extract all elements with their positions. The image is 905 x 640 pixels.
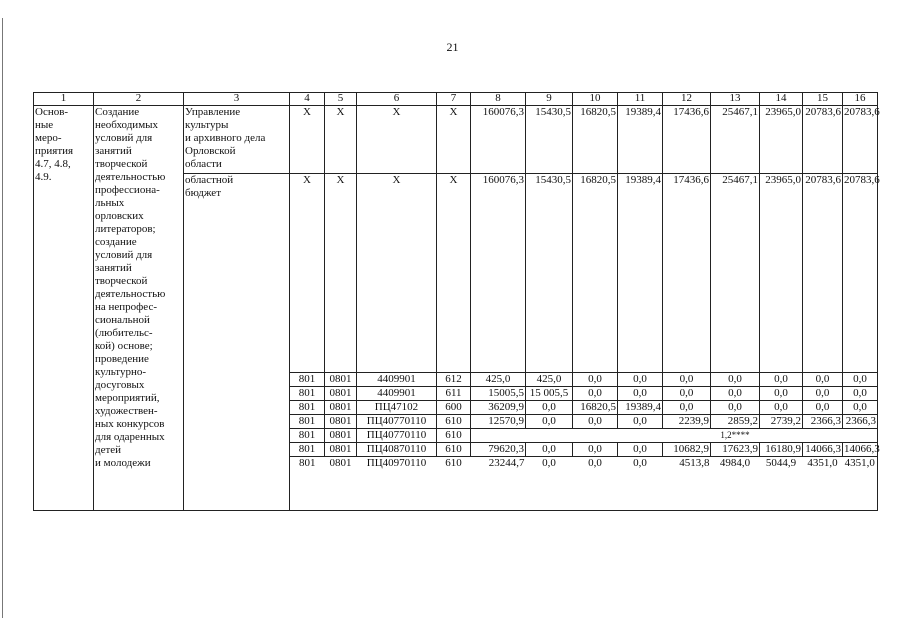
table-cell: 0,0 — [803, 400, 843, 414]
table-cell: 2859,2 — [711, 414, 760, 428]
header-cell: 14 — [760, 93, 803, 106]
table-cell: 0801 — [325, 386, 357, 400]
table-cell — [663, 428, 711, 442]
table-cell: 801 — [290, 428, 325, 442]
table-cell: ПЦ40770110 — [357, 428, 437, 442]
table-cell — [803, 428, 843, 442]
table-cell: 0,0 — [803, 372, 843, 386]
table-cell: 0,0 — [542, 456, 556, 469]
table-cell: 2739,2 — [760, 414, 803, 428]
table-cell: 0801 — [325, 428, 357, 442]
table-cell: 801 — [290, 442, 325, 456]
table-cell: 0,0 — [663, 386, 711, 400]
header-cell: 9 — [526, 93, 573, 106]
header-cell: 11 — [618, 93, 663, 106]
table-cell: 612 — [437, 372, 471, 386]
header-cell: 4 — [290, 93, 325, 106]
table-cell: 20783,6 — [803, 174, 843, 373]
table-cell: 14066,3 — [803, 442, 843, 456]
table-cell: 160076,3 — [471, 174, 526, 373]
table-cell: 36209,9 — [471, 400, 526, 414]
executor-cell: Управление культуры и архивного дела Орловской области — [184, 106, 290, 174]
table-cell: 0,0 — [711, 386, 760, 400]
table-cell — [618, 428, 663, 442]
table-cell: ПЦ40870110 — [357, 442, 437, 456]
table-cell: 23965,0 — [760, 106, 803, 174]
table-cell: 10682,9 — [663, 442, 711, 456]
table-cell: 2366,3 — [843, 414, 878, 428]
table-cell: 19389,4 — [618, 174, 663, 373]
table-cell: 2239,9 — [663, 414, 711, 428]
header-cell: 16 — [843, 93, 878, 106]
table-cell: 0,0 — [573, 386, 618, 400]
table-cell: 0,0 — [588, 456, 602, 469]
table-cell: 0,0 — [711, 400, 760, 414]
table-cell: ПЦ40970110 — [366, 456, 427, 469]
header-cell: 13 — [711, 93, 760, 106]
header-cell: 8 — [471, 93, 526, 106]
table-cell: 15005,5 — [471, 386, 526, 400]
table-cell: 0,0 — [526, 400, 573, 414]
table-cell: 0,0 — [711, 372, 760, 386]
table-cell: ПЦ40770110 — [357, 414, 437, 428]
table-cell: 25467,1 — [711, 106, 760, 174]
table-cell: 0,0 — [663, 372, 711, 386]
table-cell: 20783,6 — [843, 174, 878, 373]
header-cell: 7 — [437, 93, 471, 106]
table-cell: 25467,1 — [711, 174, 760, 373]
table-cell: 801 — [290, 386, 325, 400]
table-cell: Х — [437, 174, 471, 373]
header-cell: 15 — [803, 93, 843, 106]
table-cell: 0801 — [325, 414, 357, 428]
table-cell: 0801 — [325, 442, 357, 456]
table-cell: 5044,9 — [765, 456, 797, 469]
table-cell: 801 — [290, 456, 325, 470]
table-cell: 0,0 — [760, 400, 803, 414]
table-cell: 0,0 — [573, 414, 618, 428]
table-cell: 17436,6 — [663, 174, 711, 373]
table-cell: 160076,3 — [471, 106, 526, 174]
table-cell: 0,0 — [526, 442, 573, 456]
table-cell: 15430,5 — [526, 106, 573, 174]
table-cell: 0,0 — [618, 372, 663, 386]
table-cell: 15430,5 — [526, 174, 573, 373]
table-cell: 0,0 — [633, 456, 647, 469]
table-cell: 0,0 — [843, 386, 878, 400]
table-cell: 16180,9 — [760, 442, 803, 456]
table-cell: Х — [357, 174, 437, 373]
empty-area — [290, 470, 878, 511]
table-cell: 610 — [445, 456, 462, 469]
table-cell: 4351,0 — [843, 456, 878, 470]
table-cell: 600 — [437, 400, 471, 414]
table-cell: 611 — [437, 386, 471, 400]
header-cell: 2 — [94, 93, 184, 106]
table-cell: Х — [290, 106, 325, 174]
page-edge-line — [2, 18, 3, 618]
table-cell: 801 — [290, 372, 325, 386]
table-cell: 4409901 — [357, 372, 437, 386]
table-cell: Х — [290, 174, 325, 373]
measure-description-cell: Создание необходимых условий для занятий творческой деятельностью профессиона- льных орловских литераторов; создание условий для занятий творческой деятельностью на непрофес- сиональной (любительс- кой) основе; проведение культурно- досуговых мероприятий, художествен- ных конкурсов для одаренных детей и молодежи — [94, 106, 184, 511]
header-cell: 3 — [184, 93, 290, 106]
table-cell: 0,0 — [760, 386, 803, 400]
table-cell: 0,0 — [843, 372, 878, 386]
table-cell: 17623,9 — [711, 442, 760, 456]
table-cell: 4409901 — [357, 386, 437, 400]
header-cell: 10 — [573, 93, 618, 106]
table-cell — [526, 428, 573, 442]
table-cell: Х — [325, 106, 357, 174]
measure-name-cell: Основ- ные меро- приятия 4.7, 4.8, 4.9. — [34, 106, 94, 511]
table-cell: 0,0 — [618, 414, 663, 428]
table-cell: 20783,6 — [803, 106, 843, 174]
table-cell: 16820,5 — [573, 106, 618, 174]
table-cell: 0,0 — [843, 400, 878, 414]
table-cell: 20783,6 — [843, 106, 878, 174]
table-cell: 0,0 — [618, 386, 663, 400]
table-cell: 16820,5 — [573, 174, 618, 373]
table-cell — [843, 428, 878, 442]
table-cell: 0,0 — [663, 400, 711, 414]
table-cell — [573, 428, 618, 442]
table-cell: 17436,6 — [663, 106, 711, 174]
page-number: 21 — [446, 40, 459, 54]
table-cell: ПЦ47102 — [357, 400, 437, 414]
table-cell: Х — [357, 106, 437, 174]
table-cell: 79620,3 — [471, 442, 526, 456]
table-cell: 4513,8 — [679, 456, 710, 469]
table-cell: 610 — [437, 414, 471, 428]
table-cell: 610 — [437, 442, 471, 456]
table-cell: Х — [325, 174, 357, 373]
table-cell: 23965,0 — [760, 174, 803, 373]
table-cell: 0,0 — [573, 442, 618, 456]
table-cell: 19389,4 — [618, 400, 663, 414]
table-cell: 14066,3 — [844, 442, 880, 455]
table-cell: 801 — [290, 414, 325, 428]
table-cell — [471, 428, 526, 442]
table-cell: 610 — [437, 428, 471, 442]
table-cell: 0801 — [329, 456, 352, 469]
table-cell: 4351,0 — [807, 456, 838, 469]
table-cell: 2366,3 — [803, 414, 843, 428]
table-cell: 19389,4 — [618, 106, 663, 174]
table-cell: 0,0 — [803, 386, 843, 400]
table-cell: 0,0 — [573, 372, 618, 386]
table-cell: 16820,5 — [573, 400, 618, 414]
table-cell: 4984,0 — [719, 456, 751, 469]
header-cell: 12 — [663, 93, 711, 106]
header-row — [34, 93, 878, 106]
table-cell: 15 005,5 — [526, 386, 573, 400]
funding-source-cell: областной бюджет — [184, 174, 290, 511]
header-cell: 5 — [325, 93, 357, 106]
header-cell: 1 — [34, 93, 94, 106]
table-cell: 425,0 — [526, 372, 573, 386]
table-cell: Х — [437, 106, 471, 174]
table-cell — [760, 428, 803, 442]
table-cell: 0,0 — [760, 372, 803, 386]
table-cell: 0,0 — [618, 442, 663, 456]
table-cell: 0801 — [325, 400, 357, 414]
table-cell: 0,0 — [526, 414, 573, 428]
table-cell: 0801 — [325, 372, 357, 386]
table-cell: 12570,9 — [471, 414, 526, 428]
table-cell: 23244,7 — [488, 456, 525, 469]
header-cell: 6 — [357, 93, 437, 106]
budget-table — [33, 92, 878, 511]
table-row — [34, 106, 878, 174]
footnote-marker: 1,2**** — [720, 429, 750, 440]
table-cell: 425,0 — [471, 372, 526, 386]
table-cell: 801 — [290, 400, 325, 414]
